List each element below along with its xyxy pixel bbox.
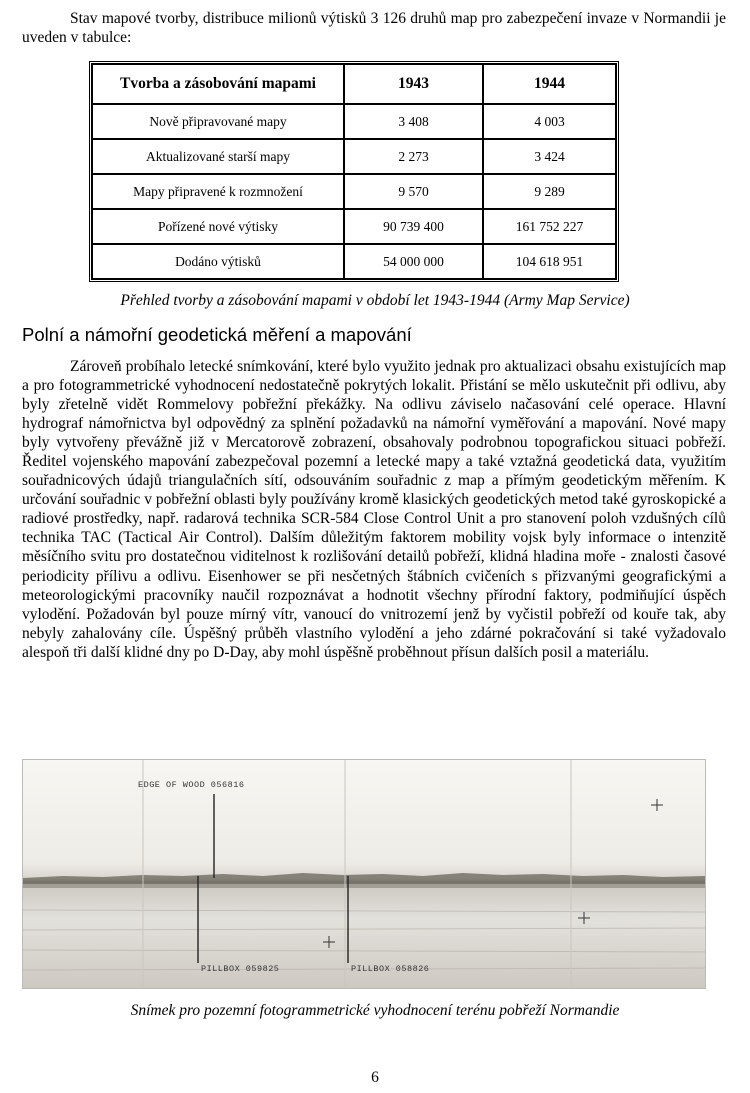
table-caption: Přehled tvorby a zásobování mapami v období let 1943-1944 (Army Map Service)	[120, 292, 630, 309]
body-paragraph: Zároveň probíhalo letecké snímkování, které bylo využito jednak pro aktualizaci obsahu existujících map a pro fotogrammetrické vyhodnocení nedostatečně pokrytých lokalit. Přistání se mělo uskutečnit při odlivu, aby byly zřetelně vidět Rommelovy pobřežní překážky. Na odlivu záviselo načasování celé operace. Hlavní hydrograf námořnictva byl odpovědný za splnění požadavků na námořní vyměřování a mapování. Nové mapy byly vytvořeny převážně již v Mercatorově zobrazení, obsahovaly podrobnou topografickou situaci pobřeží. Ředitel vojenského mapování zabezpečoval pozemní a letecké mapy a také vztažná geodetická data, využitím souřadnicových údajů triangulačních sítí, odsouváním souřadnic z map a přímým geodetickým měřením. K určování souřadnic v pobřežní oblasti byly používány kromě klasických geodetických metod také gyroskopické a radiové prostředky, např. radarová technika SCR-584 Close Control Unit a pro stanovení poloh vzdušných cílů technika TAC (Tactical Air Control). Dalším důležitým faktorem mobility vojsk byly informace o intenzitě měsíčního svitu pro dostatečnou viditelnost k rozlišování detailů pobřeží, klidná hladina moře - znalosti časové periodicity přílivu a odlivu. Eisenhower se při nesčetných štábních cvičeních s přizvanými geografickými a meteorologickými pracovníky naučil rozpoznávat a hodnotit všechny přírodní faktory, podmiňující úspěch vylodění. Požadován byl pouze mírný vítr, vanoucí do vnitrozemí jenž by vyčistil pobřeží od kouře tak, aby nebyly zahalovány cíle. Úspěšný průběh vlastního vylodění a jeho zdárné pokračování si také vyžadovalo alespoň tři další klidné dny po D-Day, aby mohl úspěšně proběhnout přísun dalších posil a materiálu.	[22, 358, 726, 661]
table-cell: 9 570	[344, 174, 483, 209]
map-production-table-wrapper	[89, 61, 619, 282]
table-cell: Dodáno výtisků	[92, 244, 344, 279]
table-cell: Aktualizované starší mapy	[92, 139, 344, 174]
table-cell: Mapy připravené k rozmnožení	[92, 174, 344, 209]
table-cell: 3 424	[483, 139, 616, 174]
table-cell: 4 003	[483, 104, 616, 139]
map-production-table	[89, 61, 619, 282]
section-heading: Polní a námořní geodetická měření a mapování	[22, 324, 412, 345]
table-cell: Pořízené nové výtisky	[92, 209, 344, 244]
table-cell: 104 618 951	[483, 244, 616, 279]
table-cell: 54 000 000	[344, 244, 483, 279]
table-row	[92, 174, 616, 209]
table-cell: Nově připravované mapy	[92, 104, 344, 139]
photo-caption: Snímek pro pozemní fotogrammetrické vyhodnocení terénu pobřeží Normandie	[130, 1002, 620, 1019]
table-header-row	[92, 64, 616, 104]
photo-label-pillbox-2: PILLBOX 058826	[351, 964, 430, 974]
table-row	[92, 104, 616, 139]
photo-label-pillbox-1: PILLBOX 059825	[201, 964, 280, 974]
table-cell: 90 739 400	[344, 209, 483, 244]
table-cell: 161 752 227	[483, 209, 616, 244]
table-header-cell: Tvorba a zásobování mapami	[92, 64, 344, 104]
table-row	[92, 139, 616, 174]
page-number: 6	[371, 1069, 379, 1086]
table-cell: 3 408	[344, 104, 483, 139]
table-cell: 9 289	[483, 174, 616, 209]
table-header-cell: 1943	[344, 64, 483, 104]
coastline-panorama-photo	[22, 759, 706, 989]
table-row	[92, 244, 616, 279]
table-header-cell: 1944	[483, 64, 616, 104]
panorama-drawing	[23, 760, 705, 988]
table-cell: 2 273	[344, 139, 483, 174]
table-row	[92, 209, 616, 244]
intro-paragraph: Stav mapové tvorby, distribuce milionů výtisků 3 126 druhů map pro zabezpečení invaze v Normandii je uveden v tabulce:	[22, 10, 726, 46]
photo-label-edge-of-wood: EDGE OF WOOD 056816	[138, 780, 245, 790]
